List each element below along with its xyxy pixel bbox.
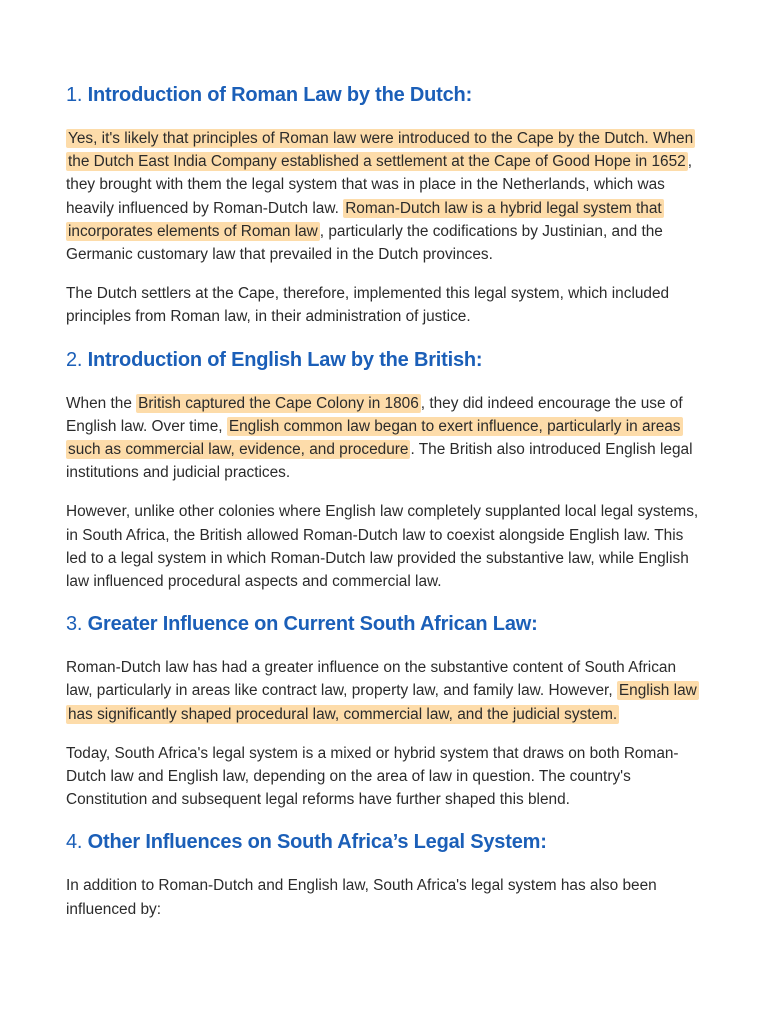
section-other-influences [66, 827, 706, 920]
text-segment: However, unlike other colonies where English law completely supplanted local legal systems, in South Africa, the British allowed Roman-Dutch law to coexist alongside English law. This led to a legal system in which Roman-Dutch law provided the substantive law, while English law influenced procedural aspects and commercial law. [66, 503, 699, 591]
text-segment: . The British also introduced English legal institutions and judicial practices. [66, 441, 693, 482]
highlighted-text: British captured the Cape Colony in 1806 [138, 394, 419, 412]
section-greater-influence [66, 609, 706, 811]
highlighted-text: Yes, it's likely that principles of Roman law were introduced to the Cape by the Dutch. When the Dutch East India Company established a settlement at the Cape of Good Hope in 1652 [68, 130, 694, 171]
text-segment: Roman-Dutch law has had a greater influence on the substantive content of South African law, particularly in areas like contract law, property law, and family law. However, [66, 659, 677, 700]
highlighted-text: English common law began to exert influence, particularly in areas such as commercial law, evidence, and procedure [68, 417, 681, 459]
section-heading [66, 80, 706, 110]
section-number: 2. [66, 348, 83, 371]
paragraph [66, 874, 706, 920]
section-heading [66, 609, 706, 639]
paragraph [66, 742, 706, 812]
section-roman-law [66, 80, 706, 329]
section-heading [66, 827, 706, 857]
text-segment: , they brought with them the legal system that was in place in the Netherlands, which was heavily influenced by Roman-Dutch law. [66, 153, 693, 217]
text-segment: Today, South Africa's legal system is a mixed or hybrid system that draws on both Roman-Dutch law and English law, depending on the area of law in question. The country's Constitution and subsequent legal reforms have further shaped this blend. [66, 744, 679, 809]
paragraph [66, 282, 706, 328]
section-english-law [66, 345, 706, 594]
section-number: 3. [66, 613, 83, 636]
section-title: Greater Influence on Current South African Law: [87, 613, 538, 636]
section-number: 4. [66, 831, 83, 854]
highlighted-text: English law has significantly shaped procedural law, commercial law, and the judicial system. [68, 682, 697, 723]
section-number: 1. [66, 84, 83, 106]
text-segment: When the [66, 394, 137, 412]
paragraph [66, 500, 706, 593]
paragraph [66, 656, 706, 726]
highlighted-text: Roman-Dutch law is a hybrid legal system that incorporates elements of Roman law [68, 199, 662, 240]
paragraph [66, 127, 706, 266]
text-segment: In addition to Roman-Dutch and English law, South Africa's legal system has also been influenced by: [66, 877, 657, 918]
section-heading [66, 345, 706, 375]
paragraph [66, 392, 706, 485]
section-title: Introduction of English Law by the British: [87, 348, 483, 371]
section-title: Introduction of Roman Law by the Dutch: [87, 84, 473, 106]
text-segment: , they did indeed encourage the use of English law. Over time, [66, 394, 683, 435]
text-segment: , particularly the codifications by Justinian, and the Germanic customary law that prevailed in the Dutch provinces. [66, 222, 663, 264]
text-segment: The Dutch settlers at the Cape, therefore, implemented this legal system, which included principles from Roman law, in their administration of justice. [66, 285, 670, 326]
section-title: Other Influences on South Africa’s Legal System: [87, 831, 547, 854]
